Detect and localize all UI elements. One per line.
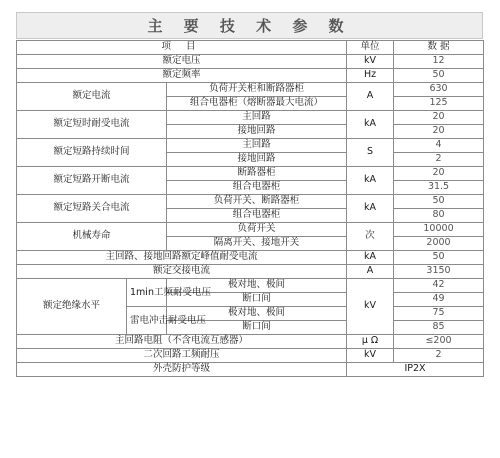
table-row xyxy=(17,349,484,363)
row-sublabel: 组合电器柜 xyxy=(167,181,347,195)
table-row xyxy=(17,363,484,377)
row-unit: kA xyxy=(347,195,394,223)
row-sublabel: 负荷开关 xyxy=(167,223,347,237)
row-sublabel: 断口间 xyxy=(167,321,347,335)
row-unit: kV xyxy=(347,349,394,363)
row-sublabel: 断路器柜 xyxy=(167,167,347,181)
row-value: 125 xyxy=(394,97,484,111)
table-row xyxy=(17,279,484,293)
row-unit: 次 xyxy=(347,223,394,251)
row-value: 80 xyxy=(394,209,484,223)
row-label: 额定短路持续时间 xyxy=(17,139,167,167)
table-row xyxy=(17,251,484,265)
row-value: 85 xyxy=(394,321,484,335)
row-label: 额定电流 xyxy=(17,83,167,111)
row-unit: Hz xyxy=(347,69,394,83)
row-value: 4 xyxy=(394,139,484,153)
row-value: 3150 xyxy=(394,265,484,279)
row-sublabel: 隔离开关、接地开关 xyxy=(167,237,347,251)
row-value: 49 xyxy=(394,293,484,307)
row-sublabel: 1min工频耐受电压 xyxy=(127,279,167,307)
row-value: 630 xyxy=(394,83,484,97)
row-label: 主回路、接地回路额定峰值耐受电流 xyxy=(17,251,347,265)
page-title: 主 要 技 术 参 数 xyxy=(16,12,483,39)
row-label: 外壳防护等级 xyxy=(17,363,347,377)
row-label: 额定短时耐受电流 xyxy=(17,111,167,139)
table-row xyxy=(17,69,484,83)
row-sublabel: 负荷开关柜和断路器柜 xyxy=(167,83,347,97)
row-value: 20 xyxy=(394,125,484,139)
row-unit: kA xyxy=(347,251,394,265)
row-unit: A xyxy=(347,83,394,111)
row-sublabel: 雷电冲击耐受电压 xyxy=(127,307,167,335)
row-value: 20 xyxy=(394,167,484,181)
row-sublabel: 组合电器柜 xyxy=(167,209,347,223)
technical-parameters-table xyxy=(16,40,484,377)
row-label: 额定绝缘水平 xyxy=(17,279,127,335)
row-sublabel: 极对地、极间 xyxy=(167,307,347,321)
row-sublabel: 负荷开关、断路器柜 xyxy=(167,195,347,209)
row-sublabel: 极对地、极间 xyxy=(167,279,347,293)
row-sublabel: 主回路 xyxy=(167,111,347,125)
row-value: 2 xyxy=(394,349,484,363)
row-label: 二次回路工频耐压 xyxy=(17,349,347,363)
row-value: 42 xyxy=(394,279,484,293)
row-value: 50 xyxy=(394,69,484,83)
row-value: 2 xyxy=(394,153,484,167)
row-value: 75 xyxy=(394,307,484,321)
row-unit: kV xyxy=(347,279,394,335)
row-unit: A xyxy=(347,265,394,279)
table-row xyxy=(17,111,484,125)
row-value: 50 xyxy=(394,195,484,209)
header-row xyxy=(17,41,484,55)
header-unit: 单位 xyxy=(347,41,394,55)
row-sublabel: 接地回路 xyxy=(167,125,347,139)
row-label: 额定短路开断电流 xyxy=(17,167,167,195)
row-value: 2000 xyxy=(394,237,484,251)
row-unit: kV xyxy=(347,55,394,69)
row-label: 额定电压 xyxy=(17,55,347,69)
row-label: 额定短路关合电流 xyxy=(17,195,167,223)
row-unit: kA xyxy=(347,111,394,139)
row-sublabel: 接地回路 xyxy=(167,153,347,167)
table-row xyxy=(17,335,484,349)
row-label: 机械寿命 xyxy=(17,223,167,251)
row-label: 额定频率 xyxy=(17,69,347,83)
row-value: 12 xyxy=(394,55,484,69)
row-unit: S xyxy=(347,139,394,167)
table-row xyxy=(17,223,484,237)
row-unit: kA xyxy=(347,167,394,195)
row-sublabel: 组合电器柜（熔断器最大电流） xyxy=(167,97,347,111)
row-sublabel: 断口间 xyxy=(167,293,347,307)
header-value: 数 据 xyxy=(394,41,484,55)
table-row xyxy=(17,139,484,153)
row-label: 额定交接电流 xyxy=(17,265,347,279)
table-row xyxy=(17,265,484,279)
table-row xyxy=(17,195,484,209)
row-unit: μ Ω xyxy=(347,335,394,349)
row-value: 31.5 xyxy=(394,181,484,195)
table-row xyxy=(17,83,484,97)
row-value: 50 xyxy=(394,251,484,265)
row-sublabel: 主回路 xyxy=(167,139,347,153)
row-label: 主回路电阻（不含电流互感器） xyxy=(17,335,347,349)
row-value: ≤200 xyxy=(394,335,484,349)
row-value: 20 xyxy=(394,111,484,125)
table-row xyxy=(17,167,484,181)
table-row xyxy=(17,55,484,69)
row-value: 10000 xyxy=(394,223,484,237)
row-value: IP2X xyxy=(347,363,484,377)
header-item: 项 目 xyxy=(17,41,347,55)
